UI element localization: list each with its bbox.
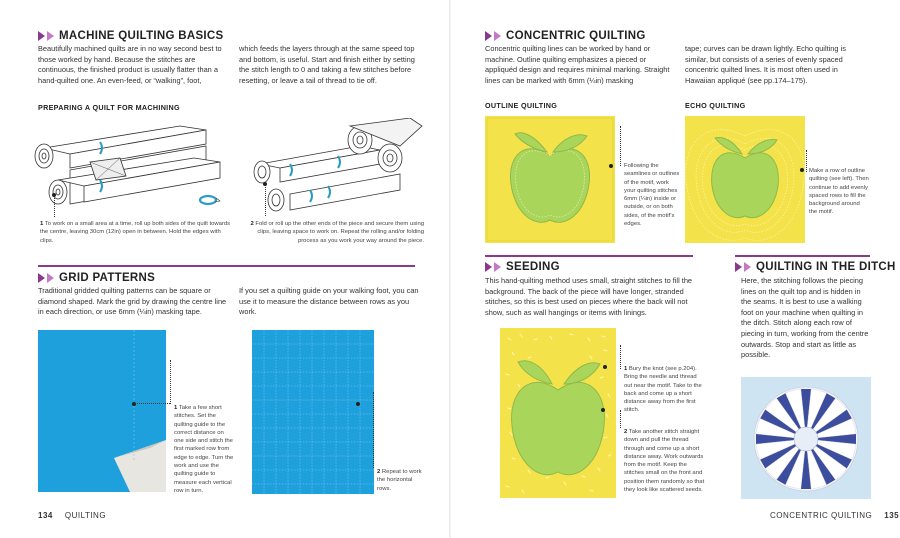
outline-quilting-caption: Following the seamlines or outlines of the motif, work your quilting stitches 6mm (¼in) inside or outside, or on both sides, of the motif’s edges. (624, 163, 680, 228)
right-page-footer (770, 511, 899, 520)
leader-line (373, 392, 374, 468)
leader-line (620, 126, 621, 166)
heading-arrow-icon (494, 31, 501, 41)
leader-dot (609, 164, 613, 168)
concentric-text-col2: tape; curves can be drawn lightly. Echo quilting is similar, but consists of a series of evenly spaced concentric quilted lines. It is most often used in Hawaiian appliqué (see pp.174–175). (685, 44, 846, 85)
leader-dot (356, 402, 360, 406)
echo-quilting-caption: Make a row of outline quilting (see left). Then continue to add evenly spaced rows to fill the background around the motif. (809, 168, 869, 216)
rolled-quilt-illustration-1 (30, 118, 230, 218)
leader-dot (603, 365, 607, 369)
seeding-step-2-caption: 2 Take another stitch straight down and pull the thread through and come up a short distance away. Work outwards from the motif. Keep the stitches small on the front and position them randomly so that they look like scattered seeds. (624, 429, 705, 494)
leader-line (134, 403, 170, 404)
concentric-quilting-heading: CONCENTRIC QUILTING (485, 30, 646, 42)
outline-quilting-label: OUTLINE QUILTING (485, 101, 558, 110)
grid-patterns-heading: GRID PATTERNS (38, 272, 155, 284)
machine-quilting-text-col2: which feeds the layers through at the same speed top and bottom, is useful. Start and finish either by setting the stitch length to 0 and taking a few stitches before resetting, or leave a tail of thread to tie off. (239, 44, 415, 85)
seeding-heading: SEEDING (485, 261, 560, 273)
grid-patterns-text-col2: If you set a quilting guide on your walking foot, you can use it to measure the distance between rows as you work. (239, 286, 419, 317)
blue-fabric-grid-photo-2 (252, 330, 376, 495)
machine-quilting-text-col1: Beautifully machined quilts are in no way second best to those worked by hand. Because the stitches are continuous, the finished product is usually flatter than a hand-quilted one. An even-feed, or “walking”, foot, (38, 44, 222, 85)
leader-line (620, 410, 621, 428)
section-divider (735, 255, 870, 257)
outline-quilting-photo (485, 116, 615, 243)
heading-arrow-icon (744, 262, 751, 272)
heading-arrow-icon (47, 273, 54, 283)
seeding-text: This hand-quilting method uses small, straight stitches to fill the background. The back of the piece will have longer, stranded stitches, so this is best used on pieces where the back will not show, such as wall hangings or items with linings. (485, 276, 693, 317)
page-gutter (449, 0, 451, 538)
left-page-footer (38, 511, 106, 520)
preparing-step-1-caption: 1 To work on a small area at a time, roll up both sides of the quilt towards the centre, leaving 30cm (12in) open in between. Hold the edges with clips. (40, 221, 231, 244)
heading-arrow-icon (38, 31, 45, 41)
left-page-number: 134 (38, 511, 53, 520)
right-page-number: 135 (884, 511, 900, 520)
leader-line (170, 360, 171, 404)
left-section-name: QUILTING (64, 511, 107, 520)
leader-dot (601, 408, 605, 412)
section-divider (38, 265, 415, 267)
preparing-quilt-subheading: PREPARING A QUILT FOR MACHINING (38, 103, 180, 112)
grid-step-1-caption: 1 Take a few short stitches. Set the quilting guide to the correct distance on one side and stitch the first marked row from edge to edge. Turn the work and use the quilting guide to measure each vertical row in turn. (174, 405, 234, 494)
heading-arrow-icon (485, 31, 492, 41)
leader-line (806, 150, 807, 172)
echo-quilting-label: ECHO QUILTING (685, 101, 746, 110)
seeding-photo (500, 328, 616, 498)
seeding-step-1-caption: 1 Bury the knot (see p.204). Bring the needle and thread out near the motif. Take to the back and come up a short distance away from the first stitch. (624, 366, 702, 414)
echo-quilting-photo (685, 116, 805, 243)
heading-arrow-icon (494, 262, 501, 272)
preparing-step-2-caption: 2 Fold or roll up the other ends of the piece and secure them using clips, leaving space to work on. Repeat the rolling and/or folding process as you work your way around the piece. (250, 221, 424, 244)
leader-line (620, 345, 621, 369)
heading-arrow-icon (47, 31, 54, 41)
concentric-text-col1: Concentric quilting lines can be worked by hand or machine. Outline quilting emphasizes a pieced or appliquéd design and requires minimal marking. Straight lines can be marked with 6mm (¼in) masking (485, 44, 670, 85)
heading-arrow-icon (735, 262, 742, 272)
quilting-in-the-ditch-heading: QUILTING IN THE DITCH (735, 261, 896, 273)
grid-patterns-text-col1: Traditional gridded quilting patterns can be square or diamond shaped. Mark the grid by drawing the centre line in each direction, or use 6mm (¼in) masking tape. (38, 286, 227, 317)
leader-dot (52, 193, 56, 197)
ditch-text: Here, the stitching follows the piecing lines on the quilt top and is hidden in the seams. It is best to use a walking foot on your machine when quilting in the ditch. Stitch along each row of piecing in turn, working from the centre outwards. Stop and start as little as possible. (741, 276, 869, 360)
right-section-name: CONCENTRIC QUILTING (770, 511, 873, 520)
leader-line (265, 184, 266, 216)
heading-arrow-icon (38, 273, 45, 283)
leader-dot (800, 168, 804, 172)
rolled-quilt-illustration-2 (250, 118, 430, 218)
leader-dot (263, 182, 267, 186)
dresden-plate-photo (741, 377, 871, 499)
leader-line (54, 195, 55, 217)
blue-fabric-photo-1 (38, 330, 168, 495)
section-divider (485, 255, 693, 257)
machine-quilting-heading: MACHINE QUILTING BASICS (38, 30, 224, 42)
grid-step-2-caption: 2 Repeat to work the horizontal rows. (377, 469, 422, 492)
heading-arrow-icon (485, 262, 492, 272)
